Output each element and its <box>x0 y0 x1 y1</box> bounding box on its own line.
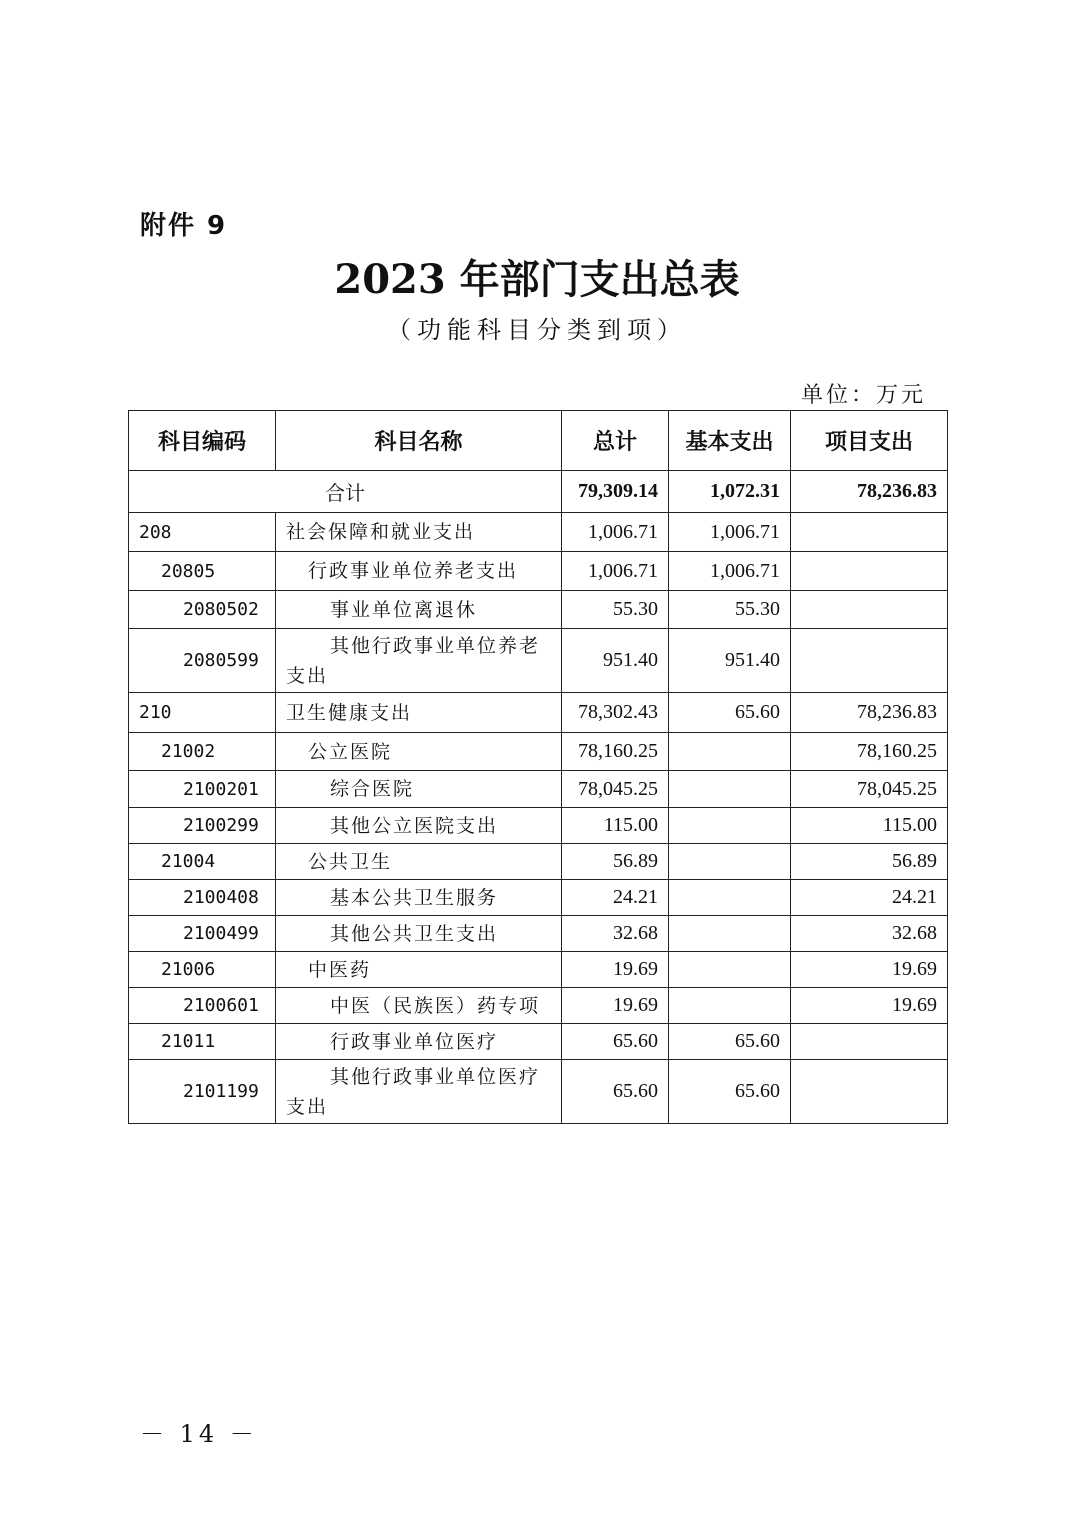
row-project: 115.00 <box>791 808 948 844</box>
table-row <box>129 988 948 1024</box>
row-basic <box>669 808 791 844</box>
row-basic <box>669 844 791 880</box>
row-basic <box>669 952 791 988</box>
row-code: 2080599 <box>129 629 276 693</box>
row-basic: 65.60 <box>669 1060 791 1124</box>
row-project <box>791 1024 948 1060</box>
attachment-label: 附件 9 <box>140 211 228 241</box>
row-name: 卫生健康支出 <box>276 693 562 733</box>
row-total: 19.69 <box>562 988 669 1024</box>
table-row <box>129 513 948 552</box>
page-subtitle: （功能科目分类到项） <box>387 316 687 344</box>
row-total: 1,006.71 <box>562 513 669 552</box>
row-total: 78,045.25 <box>562 771 669 808</box>
row-code: 2100299 <box>129 808 276 844</box>
row-project <box>791 629 948 693</box>
row-code: 2080502 <box>129 591 276 629</box>
row-total: 55.30 <box>562 591 669 629</box>
table-row <box>129 733 948 771</box>
row-name: 事业单位离退休 <box>276 591 562 629</box>
total-project: 78,236.83 <box>791 471 948 513</box>
col-header-name: 科目名称 <box>276 411 562 471</box>
table-row <box>129 693 948 733</box>
col-header-project: 项目支出 <box>791 411 948 471</box>
row-name: 其他行政事业单位养老支出 <box>276 629 562 693</box>
table-row <box>129 880 948 916</box>
row-basic <box>669 988 791 1024</box>
total-label: 合计 <box>129 471 562 513</box>
table-row <box>129 1060 948 1124</box>
table-row <box>129 952 948 988</box>
row-project: 78,045.25 <box>791 771 948 808</box>
table-row <box>129 629 948 693</box>
row-name: 综合医院 <box>276 771 562 808</box>
row-basic <box>669 880 791 916</box>
row-total: 65.60 <box>562 1024 669 1060</box>
row-project: 19.69 <box>791 952 948 988</box>
table-row <box>129 771 948 808</box>
unit-label: 单位：万元 <box>800 383 926 408</box>
row-total: 78,302.43 <box>562 693 669 733</box>
row-basic: 1,006.71 <box>669 513 791 552</box>
row-name: 行政事业单位养老支出 <box>276 552 562 591</box>
row-name: 公共卫生 <box>276 844 562 880</box>
row-code: 21006 <box>129 952 276 988</box>
total-basic: 1,072.31 <box>669 471 791 513</box>
row-project: 78,160.25 <box>791 733 948 771</box>
row-name: 社会保障和就业支出 <box>276 513 562 552</box>
col-header-basic: 基本支出 <box>669 411 791 471</box>
table-row <box>129 916 948 952</box>
table-row <box>129 552 948 591</box>
row-name: 其他公共卫生支出 <box>276 916 562 952</box>
row-code: 21004 <box>129 844 276 880</box>
row-name: 行政事业单位医疗 <box>276 1024 562 1060</box>
row-project <box>791 552 948 591</box>
total-sum: 79,309.14 <box>562 471 669 513</box>
row-project <box>791 513 948 552</box>
row-total: 56.89 <box>562 844 669 880</box>
row-name: 公立医院 <box>276 733 562 771</box>
row-project: 24.21 <box>791 880 948 916</box>
row-basic <box>669 733 791 771</box>
row-total: 24.21 <box>562 880 669 916</box>
row-code: 2101199 <box>129 1060 276 1124</box>
row-project <box>791 591 948 629</box>
table-row <box>129 1024 948 1060</box>
row-basic: 1,006.71 <box>669 552 791 591</box>
row-code: 20805 <box>129 552 276 591</box>
row-project: 32.68 <box>791 916 948 952</box>
expenditure-table <box>128 410 948 1124</box>
row-code: 210 <box>129 693 276 733</box>
row-basic: 55.30 <box>669 591 791 629</box>
row-name: 中医药 <box>276 952 562 988</box>
table-row <box>129 808 948 844</box>
total-row <box>129 471 948 513</box>
row-basic: 951.40 <box>669 629 791 693</box>
row-total: 65.60 <box>562 1060 669 1124</box>
row-basic: 65.60 <box>669 1024 791 1060</box>
page-title: 2023 年部门支出总表 <box>334 256 740 303</box>
table-row <box>129 591 948 629</box>
row-project: 19.69 <box>791 988 948 1024</box>
col-header-total: 总计 <box>562 411 669 471</box>
row-name: 其他公立医院支出 <box>276 808 562 844</box>
row-basic <box>669 916 791 952</box>
row-total: 1,006.71 <box>562 552 669 591</box>
row-code: 21011 <box>129 1024 276 1060</box>
row-code: 2100201 <box>129 771 276 808</box>
table-header-row <box>129 411 948 471</box>
row-name: 中医（民族医）药专项 <box>276 988 562 1024</box>
table-row <box>129 844 948 880</box>
row-basic <box>669 771 791 808</box>
row-project: 56.89 <box>791 844 948 880</box>
row-project: 78,236.83 <box>791 693 948 733</box>
row-basic: 65.60 <box>669 693 791 733</box>
row-total: 19.69 <box>562 952 669 988</box>
row-code: 208 <box>129 513 276 552</box>
row-name: 基本公共卫生服务 <box>276 880 562 916</box>
row-project <box>791 1060 948 1124</box>
row-total: 951.40 <box>562 629 669 693</box>
row-total: 32.68 <box>562 916 669 952</box>
row-code: 21002 <box>129 733 276 771</box>
row-total: 78,160.25 <box>562 733 669 771</box>
col-header-code: 科目编码 <box>129 411 276 471</box>
row-code: 2100499 <box>129 916 276 952</box>
page-number: － 14 － <box>140 1420 258 1448</box>
row-code: 2100408 <box>129 880 276 916</box>
row-code: 2100601 <box>129 988 276 1024</box>
row-total: 115.00 <box>562 808 669 844</box>
row-name: 其他行政事业单位医疗支出 <box>276 1060 562 1124</box>
